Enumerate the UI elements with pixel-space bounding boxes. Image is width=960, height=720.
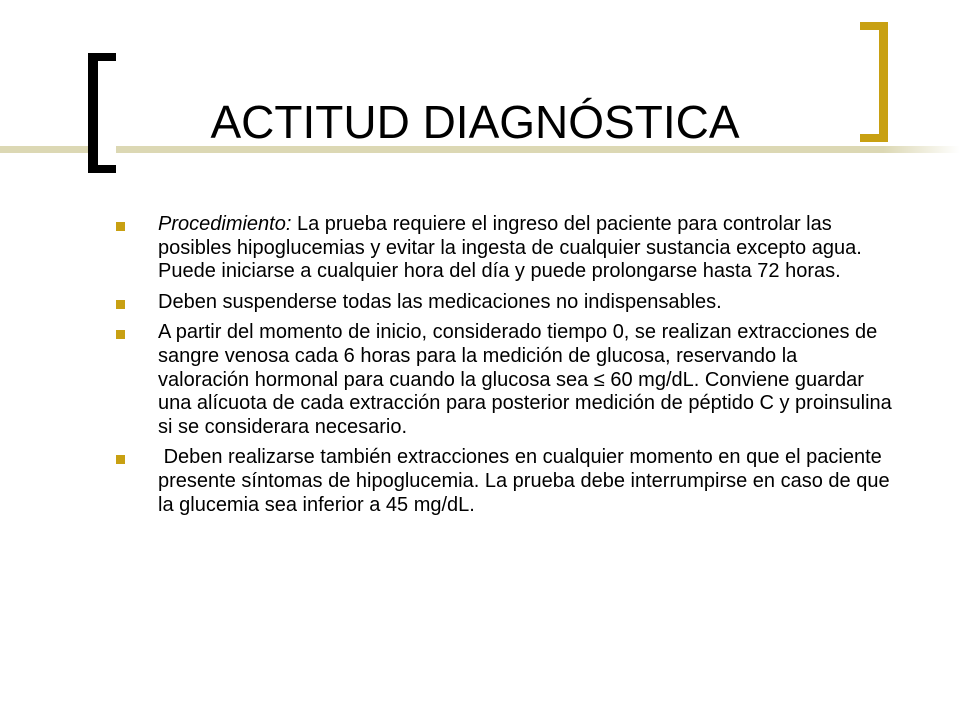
bullet-text: Deben suspenderse todas las medicaciones no indispensables.	[158, 290, 722, 313]
bullet-item-extracciones	[112, 321, 892, 439]
bullet-text: Deben realizarse también extracciones en cualquier momento en que el paciente presente síntomas de hipoglucemia. La prueba debe interrumpirse en caso de que la glucemia sea inferior a 45 mg/dL.	[158, 446, 896, 516]
square-bullet-icon	[116, 222, 125, 231]
bullet-item-hipoglucemia	[112, 446, 896, 517]
bullet-text: La prueba requiere el ingreso del paciente para controlar las posibles hipoglucemias y evitar la ingesta de cualquier sustancia excepto agua. Puede iniciarse a cualquier hora del día y puede prolongarse hasta 72 horas.	[158, 213, 862, 283]
left-bracket-decoration	[88, 53, 116, 173]
bullet-list	[112, 213, 896, 524]
square-bullet-icon	[116, 300, 125, 309]
square-bullet-icon	[116, 330, 125, 339]
slide-title: ACTITUD DIAGNÓSTICA	[210, 96, 740, 148]
bullet-item-medicaciones	[112, 291, 892, 315]
right-bracket-decoration	[860, 22, 888, 142]
bullet-lead-label: Procedimiento:	[158, 213, 292, 235]
bullet-text: A partir del momento de inicio, considerado tiempo 0, se realizan extracciones de sangre venosa cada 6 horas para la medición de glucosa, reservando la valoración hormonal para cuando la glucosa sea ≤ 60 mg/dL. Conviene guardar una alícuota de cada extracción para posterior medición de péptido C y proinsulina si se considerara necesario.	[158, 321, 892, 438]
square-bullet-icon	[116, 455, 125, 464]
bullet-item-procedimiento	[112, 213, 892, 284]
